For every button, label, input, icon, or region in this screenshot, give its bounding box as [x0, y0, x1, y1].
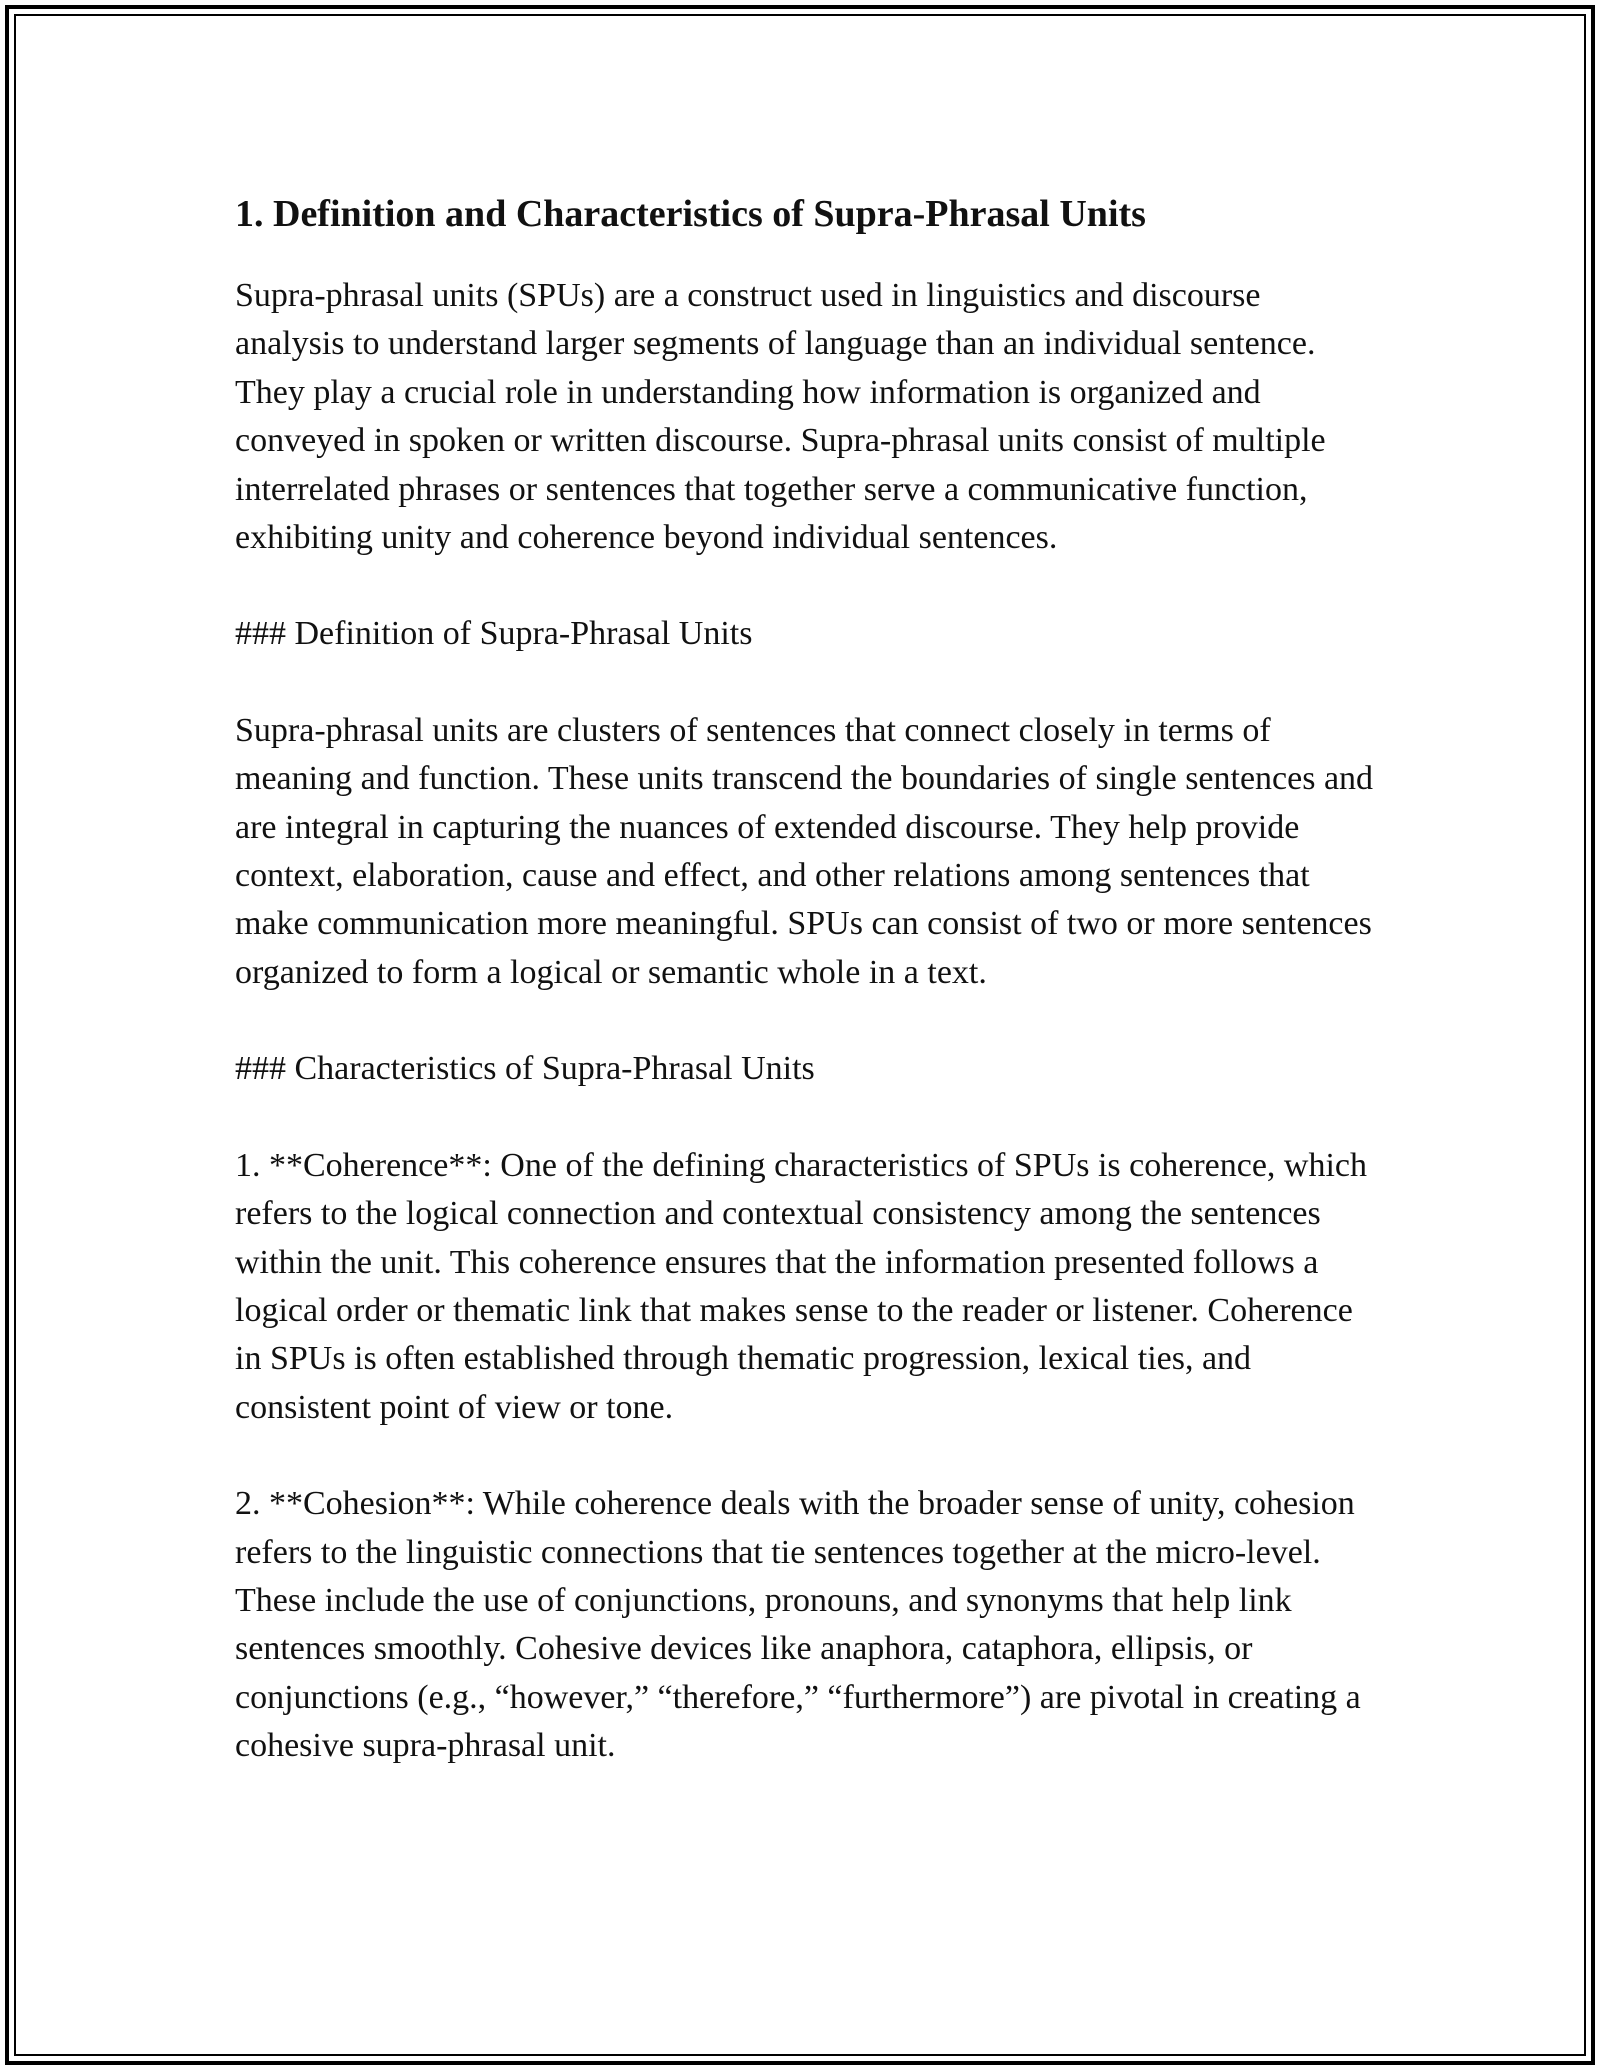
characteristics-heading: ### Characteristics of Supra-Phrasal Units: [235, 1050, 815, 1088]
definition-paragraph: Supra-phrasal units are clusters of sentences that connect closely in terms of meaning and function. These units transcend the boundaries of single sentences and are integral in capturing the nuances of extended discourse. They help provide context, elaboration, cause and effect, and other relations among sentences that make communication more meaningful. SPUs can consist of two or more sentences organized to form a logical or semantic whole in a text.: [235, 711, 1374, 991]
coherence-paragraph: 1. **Coherence**: One of the defining characteristics of SPUs is coherence, which refers to the logical connection and contextual consistency among the sentences within the unit. This coherence ensures that the information presented follows a logical order or thematic link that makes sense to the reader or listener. Coherence in SPUs is often established through thematic progression, lexical ties, and consistent point of view or tone.: [235, 1146, 1368, 1426]
document-body: [235, 188, 1375, 1771]
cohesion-paragraph: 2. **Cohesion**: While coherence deals with the broader sense of unity, cohesion refers to the linguistic connections that tie sentences together at the micro-level. These include the use of conjunctions, pronouns, and synonyms that help link sentences smoothly. Cohesive devices like anaphora, cataphora, ellipsis, or conjunctions (e.g., “however,” “therefore,” “furthermore”) are pivotal in creating a cohesive supra-phrasal unit.: [235, 1485, 1361, 1765]
intro-paragraph: Supra-phrasal units (SPUs) are a construct used in linguistics and discourse analysis to understand larger segments of language than an individual sentence. They play a crucial role in understanding how information is organized and conveyed in spoken or written discourse. Supra-phrasal units consist of multiple interrelated phrases or sentences that together serve a communicative function, exhibiting unity and coherence beyond individual sentences.: [235, 277, 1326, 557]
definition-heading: ### Definition of Supra-Phrasal Units: [235, 615, 753, 653]
document-title: 1. Definition and Characteristics of Supra-Phrasal Units: [235, 193, 1146, 235]
